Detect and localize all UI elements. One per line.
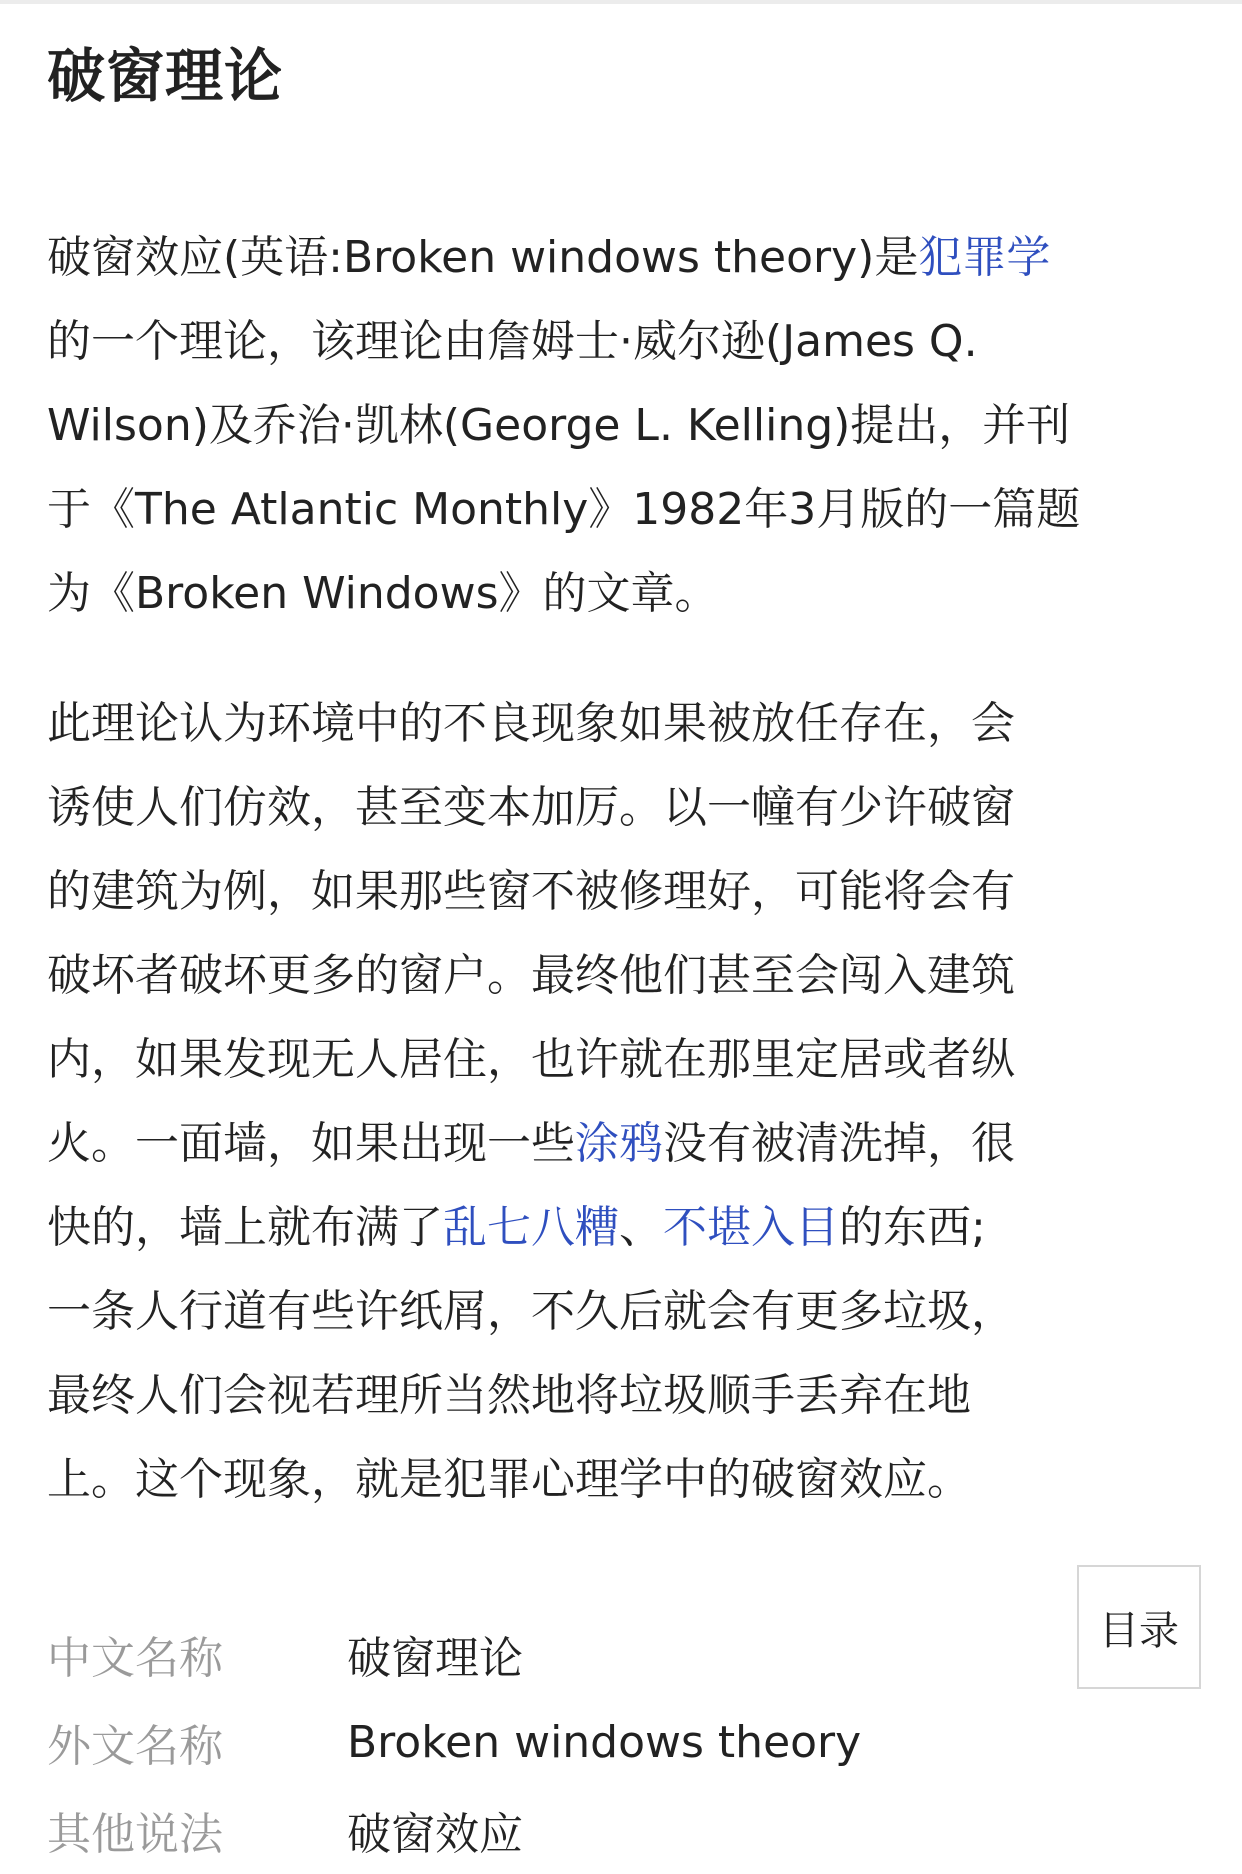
paragraph-line: 上。这个现象，就是犯罪心理学中的破窗效应。	[47, 1454, 971, 1505]
paragraph-line: 内，如果发现无人居住，也许就在那里定居或者纵	[47, 1034, 1015, 1085]
text-span: 没有被清洗掉，很	[663, 1118, 1015, 1169]
paragraph-line: 一条人行道有些许纸屑，不久后就会有更多垃圾，	[47, 1286, 1015, 1337]
paragraph-line: 为《Broken Windows》的文章。	[47, 568, 719, 619]
link-criminology[interactable]: 犯罪学	[918, 232, 1051, 283]
infobox-value: 破窗理论	[347, 1633, 523, 1684]
paragraph-line: 于《The Atlantic Monthly》1982年3月版的一篇题	[47, 484, 1081, 535]
toc-button[interactable]: 目录	[1077, 1565, 1201, 1689]
text-span: 火。一面墙，如果出现一些	[47, 1118, 575, 1169]
infobox-row	[47, 1786, 1047, 1874]
infobox-row	[47, 1698, 1047, 1786]
infobox-row	[47, 1610, 1047, 1698]
infobox-value: 破窗效应	[347, 1809, 523, 1860]
paragraph-line: Wilson)及乔治·凯林(George L. Kelling)提出，并刊	[47, 400, 1071, 451]
text-span: 、	[619, 1202, 663, 1253]
paragraph-line	[47, 216, 1197, 300]
infobox	[47, 1610, 1047, 1874]
paragraph-line: 诱使人们仿效，甚至变本加厉。以一幢有少许破窗	[47, 782, 1015, 833]
link-messy[interactable]: 乱七八糟	[443, 1202, 619, 1253]
theory-paragraph	[47, 682, 1197, 1522]
paragraph-line: 最终人们会视若理所当然地将垃圾顺手丢弃在地	[47, 1370, 971, 1421]
infobox-key: 中文名称	[47, 1633, 223, 1684]
top-divider	[0, 0, 1242, 4]
paragraph-line	[47, 1186, 1197, 1270]
page-title: 破窗理论	[47, 42, 284, 110]
infobox-key: 外文名称	[47, 1721, 223, 1772]
text-span: 破窗效应(英语:Broken windows theory)是	[47, 232, 919, 283]
intro-paragraph	[47, 216, 1197, 636]
paragraph-line: 的一个理论，该理论由詹姆士·威尔逊(James Q.	[47, 316, 978, 367]
paragraph-line: 的建筑为例，如果那些窗不被修理好，可能将会有	[47, 866, 1015, 917]
text-span: 快的，墙上就布满了	[47, 1202, 443, 1253]
infobox-value: Broken windows theory	[347, 1716, 862, 1768]
paragraph-line: 破坏者破坏更多的窗户。最终他们甚至会闯入建筑	[47, 950, 1015, 1001]
link-unsightly[interactable]: 不堪入目	[663, 1202, 839, 1253]
text-span: 的东西;	[839, 1202, 986, 1253]
paragraph-line	[47, 1102, 1197, 1186]
link-graffiti[interactable]: 涂鸦	[575, 1118, 663, 1169]
infobox-key: 其他说法	[47, 1809, 223, 1860]
paragraph-line: 此理论认为环境中的不良现象如果被放任存在，会	[47, 698, 1015, 749]
